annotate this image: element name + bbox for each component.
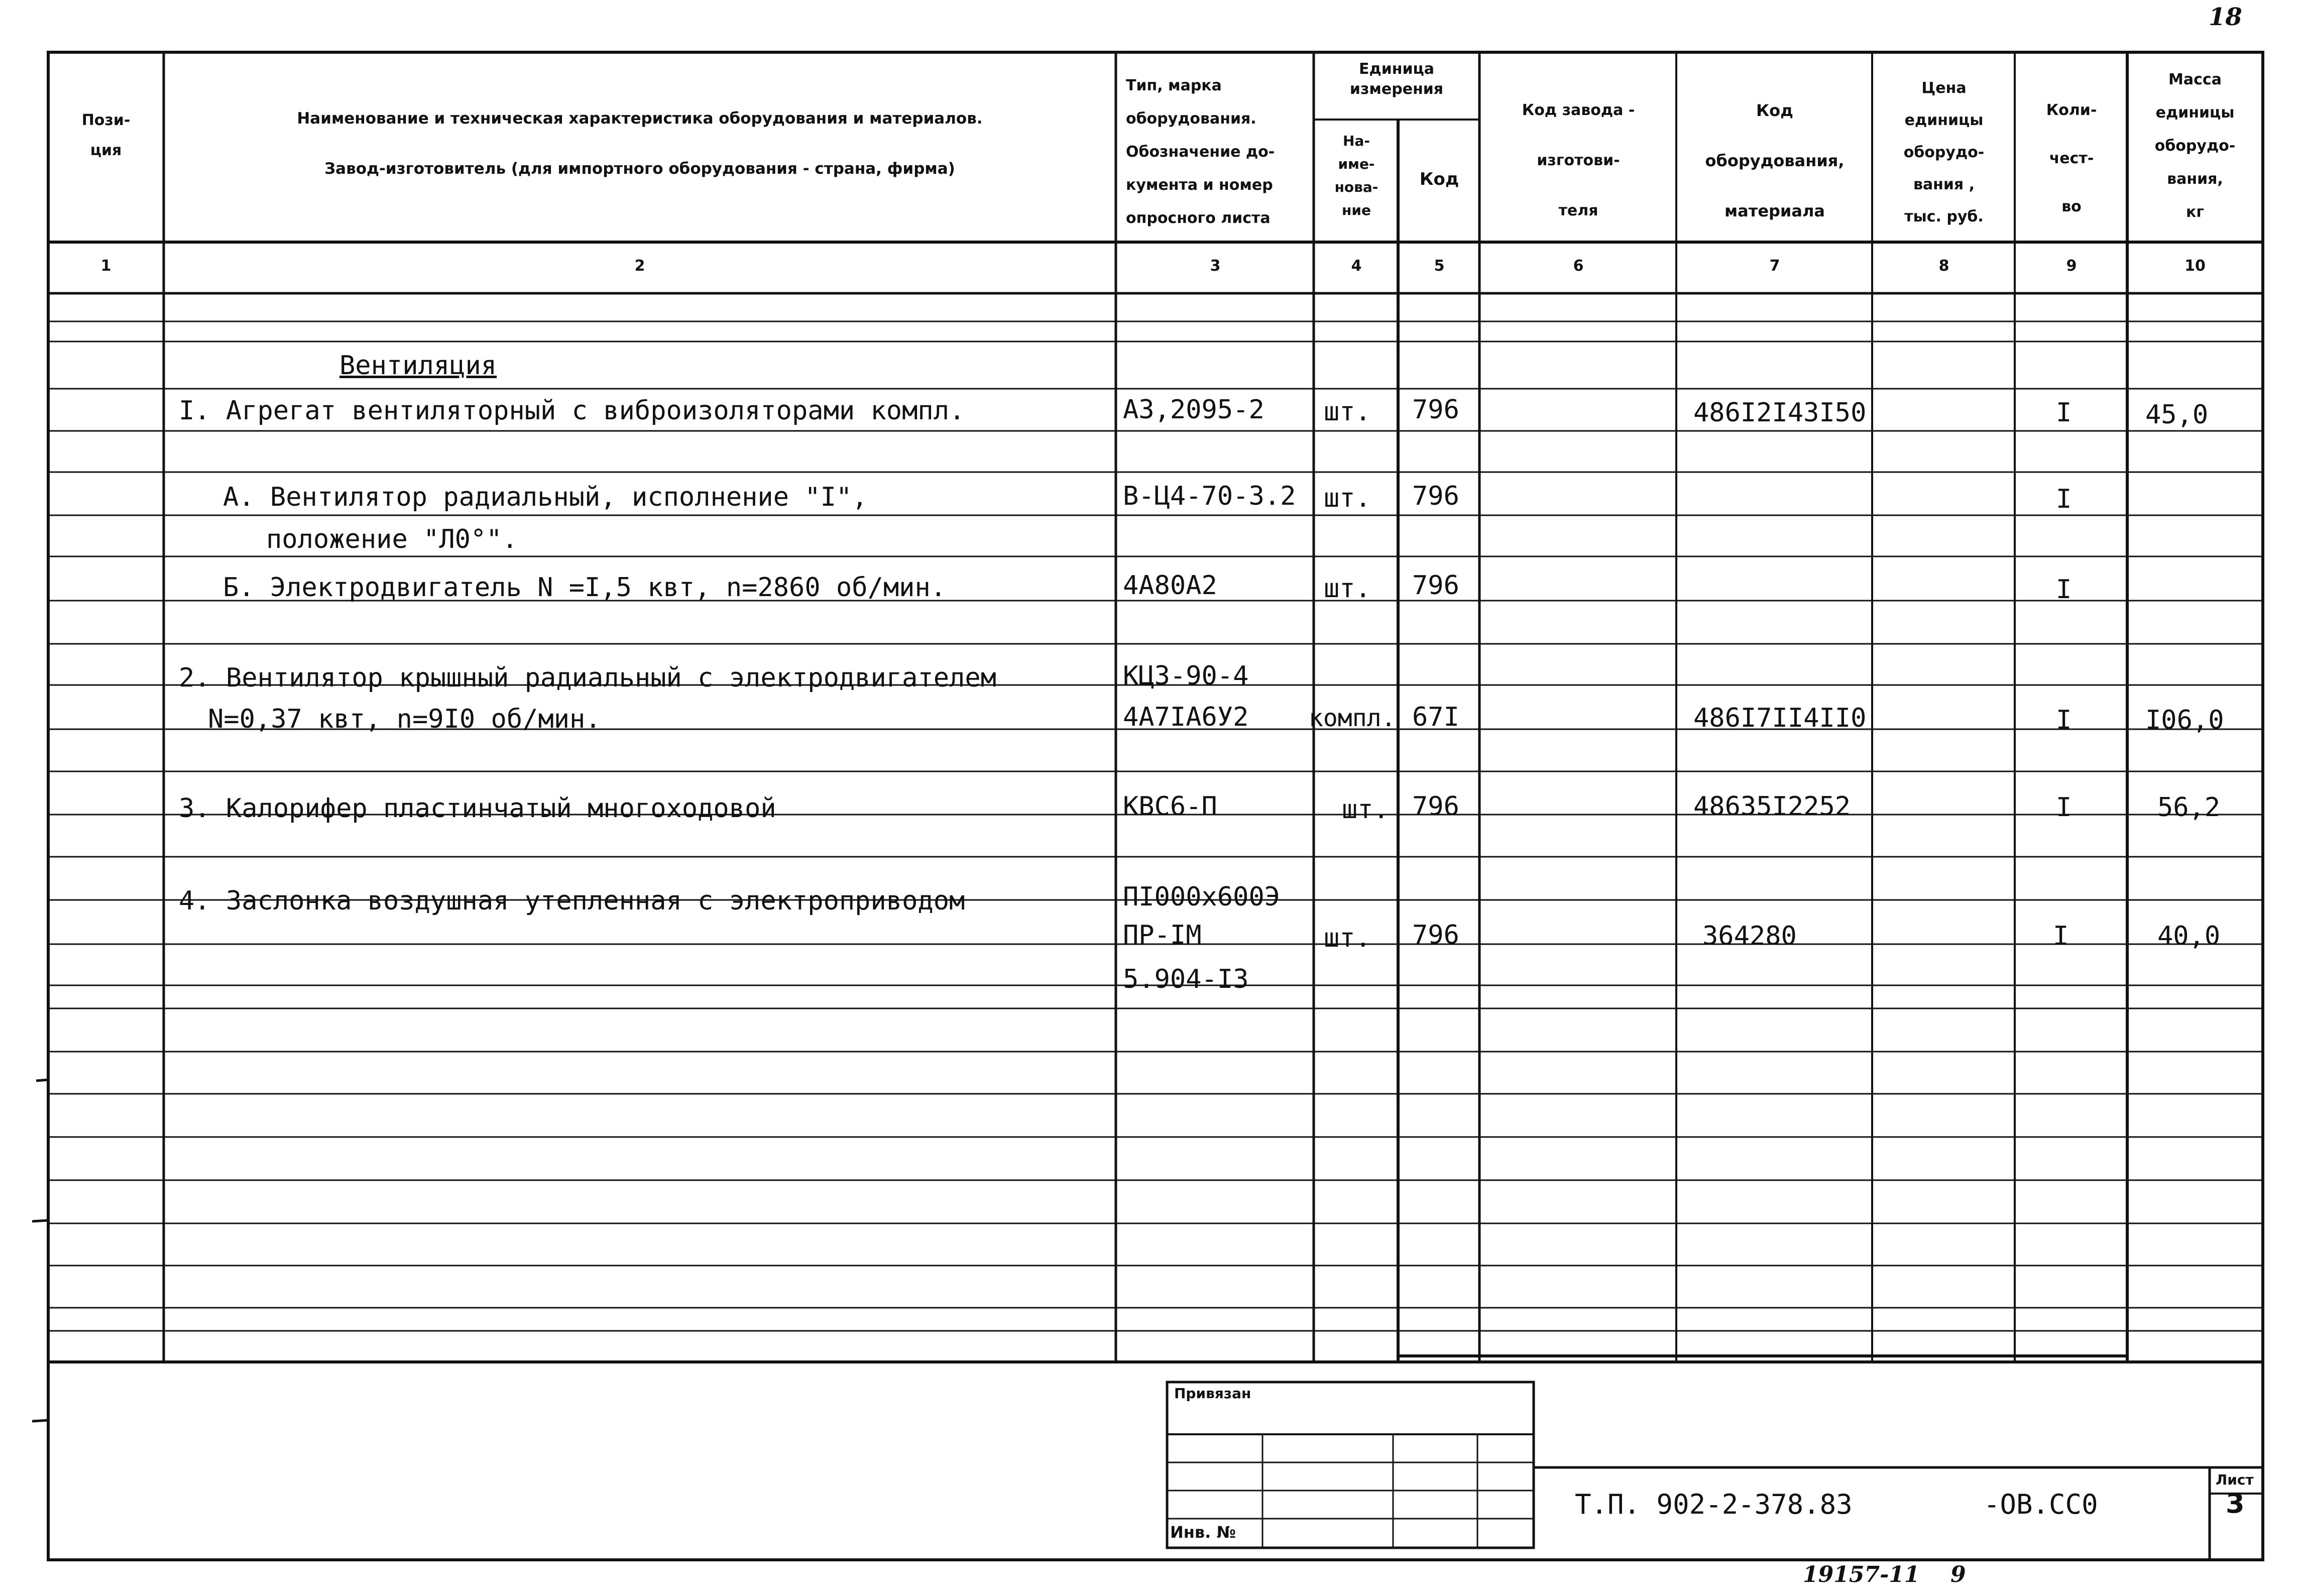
row-1-unit: шт. [1324,397,1371,427]
footer-page-number: 9 [1950,1562,1966,1587]
header-equipment-code-line2: оборудования, [1705,151,1845,170]
sheet-label: Лист [2216,1471,2254,1488]
header-mass-line4: вания, [2167,170,2223,188]
header-type-line4: кумента и номер [1126,176,1273,194]
row-3-mass: 56,2 [2157,792,2221,823]
header-quantity [2017,86,2126,231]
row-3-type: КВС6-П [1123,791,1217,822]
header-plant-code [1481,85,1675,236]
row-2-type-motor: 4А7IА6У2 [1123,702,1249,732]
row-4-code: 796 [1412,920,1459,950]
stamp-inv-label: Инв. № [1170,1523,1236,1542]
header-price [1874,72,2014,233]
header-position-line1: Пози- [81,111,131,129]
row-1-name: I. Агрегат вентиляторный с виброизоляторами компл. [179,396,965,426]
header-type-line1: Тип, марка [1126,77,1222,94]
header-price-line3: оборудо- [1903,144,1985,161]
row-1a-code: 796 [1412,481,1459,511]
row-1-code: 796 [1412,395,1459,425]
header-plant-code-line2: изготови- [1537,152,1620,169]
document-code: Т.П. 902-2-378.83 [1575,1489,1853,1520]
header-price-line1: Цена [1921,79,1967,97]
stamp-bound-label: Привязан [1174,1385,1251,1402]
row-2-qty: I [2056,705,2072,735]
col-number-5: 5 [1434,257,1445,275]
header-mass [2129,63,2261,229]
row-1-equip-code: 486I2I43I50 [1693,398,1867,428]
row-2-type: КЦ3-90-4 [1123,661,1249,691]
header-position-line2: ция [90,142,122,159]
header-name-line1: Наименование и техническая характеристика оборудования и материалов. [297,109,983,128]
header-unit-name-line2: име- [1338,156,1375,172]
col-number-7: 7 [1769,257,1780,275]
header-plant-code-line1: Код завода - [1522,101,1635,119]
header-type-line2: оборудования. [1126,110,1256,128]
col-number-8: 8 [1938,257,1949,275]
header-mass-line3: оборудо- [2154,137,2236,155]
header-mass-line2: единицы [2155,104,2235,122]
row-1a-qty: I [2056,484,2072,514]
row-1a-type: В-Ц4-70-3.2 [1123,481,1296,511]
header-unit-name-line1: На- [1343,133,1370,149]
row-1-mass: 45,0 [2145,400,2209,430]
header-mass-line5: кг [2185,203,2205,221]
row-4-unit: шт. [1324,923,1371,953]
header-unit-name-line4: ние [1342,202,1371,218]
row-4-qty: I [2053,921,2069,951]
col-number-1: 1 [100,257,111,275]
row-4-name: 4. Заслонка воздушная утепленная с электроприводом [179,886,965,916]
row-2-unit: компл. [1309,704,1396,732]
header-unit-name-line3: нова- [1334,179,1378,195]
header-mass-line1: Масса [2168,71,2222,88]
header-price-line4: вания , [1913,176,1975,193]
row-1b-qty: I [2056,575,2072,605]
row-3-equip-code: 48635I2252 [1693,791,1851,822]
header-plant-code-line3: теля [1558,202,1598,219]
header-unit-name [1316,130,1397,222]
row-1-qty: I [2056,398,2072,428]
row-3-unit: шт. [1342,794,1389,825]
row-1-type: А3,2095-2 [1123,395,1264,425]
header-quantity-line1: Коли- [2046,101,2097,119]
col-number-9: 9 [2066,257,2077,275]
row-4-mass: 40,0 [2157,921,2221,951]
sheet-number: 3 [2226,1488,2245,1519]
row-3-qty: I [2056,792,2072,823]
header-position [50,105,162,166]
header-equipment-code-line3: материала [1724,201,1825,220]
header-price-line2: единицы [1904,111,1984,129]
header-type-line3: Обозначение до- [1126,143,1275,161]
row-2-equip-code: 486I7II4II0 [1693,703,1867,733]
col-number-6: 6 [1573,257,1584,275]
row-4-equip-code: 364280 [1702,921,1797,951]
row-2-name: 2. Вентилятор крышный радиальный с электродвигателем [179,663,996,693]
header-equipment-code [1678,85,1871,236]
corner-page-mark: 18 [2209,3,2242,27]
header-name [166,93,1114,194]
header-unit-group [1316,59,1477,99]
row-2-code: 67I [1412,702,1459,732]
row-4-type-actuator: ПР-IМ [1123,920,1202,950]
col-number-4: 4 [1351,257,1362,275]
row-1b-unit: шт. [1324,574,1371,604]
header-price-line5: тыс. руб. [1904,208,1984,225]
header-equipment-code-line1: Код [1756,101,1793,120]
document-suffix: -ОВ.СС0 [1984,1489,2098,1520]
header-unit-line2: измерения [1349,80,1444,98]
header-name-line2: Завод-изготовитель (для импортного оборудования - страна, фирма) [324,160,955,178]
row-4-type: ПI000х600Э [1123,882,1281,912]
row-1b-code: 796 [1412,571,1459,601]
col-number-10: 10 [2184,257,2206,275]
col-number-2: 2 [634,257,645,275]
row-1a-name: А. Вентилятор радиальный, исполнение "I", [223,482,868,512]
row-1a-name-cont: положение "Л0°". [266,524,518,554]
row-1a-unit: шт. [1324,483,1371,513]
row-4-type-doc: 5.904-I3 [1123,964,1249,994]
header-quantity-line3: во [2061,198,2082,215]
header-type [1118,69,1313,235]
col-number-3: 3 [1210,257,1221,275]
header-type-line5: опросного листа [1126,209,1271,227]
row-1b-type: 4А80А2 [1123,571,1217,601]
header-quantity-line2: чест- [2049,150,2094,167]
section-title-ventilation: Вентиляция [339,351,497,381]
footer-inventory-number: 19157-11 [1803,1562,1920,1587]
row-2-mass: I06,0 [2145,705,2224,735]
header-unit-code: Код [1419,169,1459,189]
row-2-name-cont: N=0,37 квт, n=9I0 об/мин. [208,704,601,734]
row-3-name: 3. Калорифер пластинчатый многоходовой [179,793,776,824]
header-unit-line1: Единица [1359,60,1434,78]
row-3-code: 796 [1412,791,1459,822]
row-1b-name: Б. Электродвигатель N =I,5 квт, n=2860 об/мин. [223,573,947,603]
